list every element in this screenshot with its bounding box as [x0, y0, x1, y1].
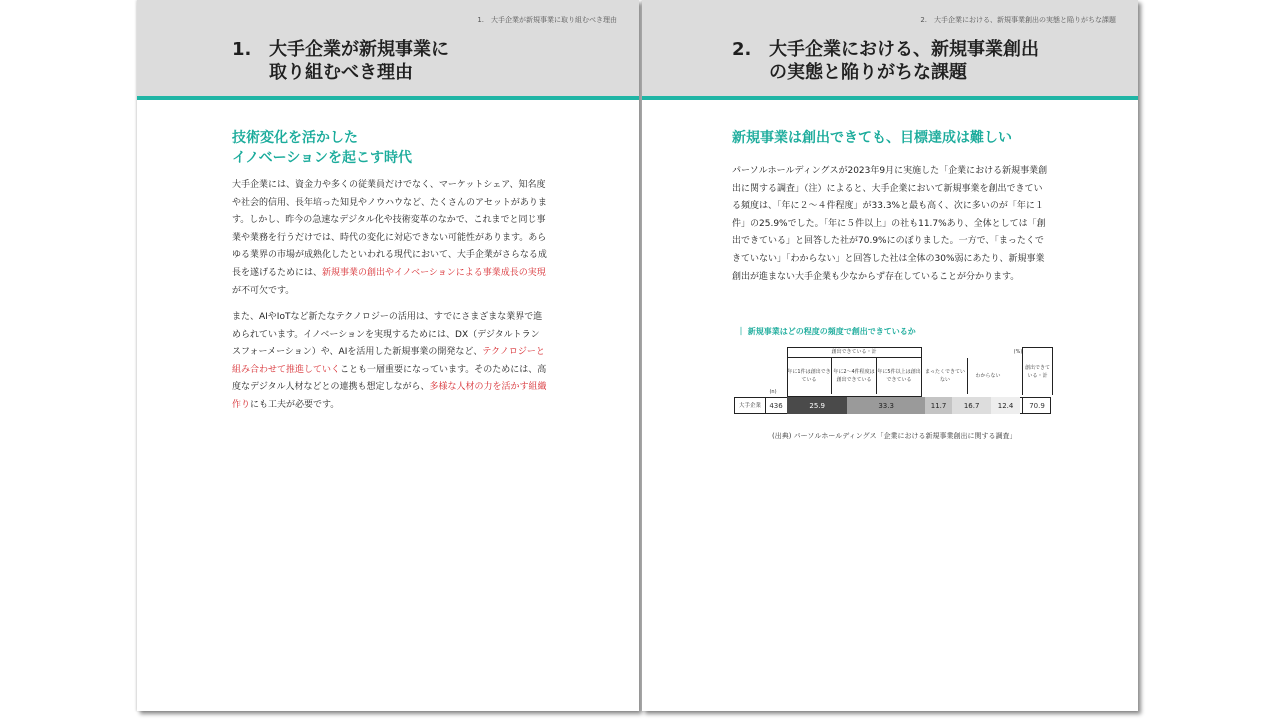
paragraph-text: にも工夫が必要です。: [250, 399, 340, 410]
bar-segment-value: 11.7: [925, 397, 952, 414]
section-heading: [232, 128, 412, 168]
chapter-title-line: 大手企業における、新規事業創出: [769, 39, 1039, 60]
paragraph-text: また、AIやIoTなど新たなテクノロジーの活用は、すでにさまざまな業界で進められています。イノベーションを実現するためには、DX（デジタルトランスフォーメーション）や、AIを活用した新規事業の開発など、: [232, 312, 543, 358]
left-page-header: [137, 0, 639, 100]
bar-segment-value: 12.4: [991, 397, 1020, 414]
chapter-title: [732, 38, 1039, 84]
percent-unit-label: (%): [1013, 349, 1023, 355]
body-paragraph: パーソルホールディングスが2023年9月に実施した「企業における新規事業創出に関する調査」（注）によると、大手企業において新規事業を創出できている頻度は、「年に２～４件程度」が33.3%と最も高く、次に多いのが「年に１件」の25.9%でした。「年に５件以上」の社も11.7%あり、全体としては「創出できている」と回答した社が70.9%にのぼりました。一方で、「まったくできていない」「わからない」と回答した社は全体の30%弱にあたり、新規事業創出が進まない大手企業も少なからず存在していることが分かります。: [732, 166, 1048, 282]
bar-segment-value: 16.7: [952, 397, 991, 414]
chapter-number: 1.: [232, 39, 252, 60]
body-paragraph: [232, 309, 547, 415]
chapter-number: 2.: [732, 39, 752, 60]
chapter-title-line: 大手企業が新規事業に: [269, 39, 449, 60]
n-unit-label: (n): [769, 389, 777, 395]
paragraph-text: 大手企業には、資金力や多くの従業員だけでなく、マーケットシェア、知名度や社会的信用、長年培った知見やノウハウなど、たくさんのアセットがあります。しかし、昨今の急速なデジタル化や技術変革のなかで、これまでと同じ事業や業務を行うだけでは、時代の変化に対応できない可能性があります。あらゆる業界の市場が成熟化したといわれる現代において、大手企業がさらなる成長を遂げるためには、: [232, 180, 547, 278]
emphasized-text: テクノロジーと組み合わせて推進していく: [232, 347, 545, 375]
chart-title: ｜ 新規事業はどの程度の頻度で創出できているか: [737, 327, 916, 336]
emphasized-text: 新規事業の創出やイノベーションによる事業成長の実現: [322, 267, 546, 278]
body-paragraph: [232, 177, 547, 300]
column-header: 年に2～4件程度は創出できている: [832, 358, 877, 394]
running-head: 2. 大手企業における、新規事業創出の実態と陥りがちな課題: [920, 16, 1116, 24]
paragraph-text: ことも一層重要になっています。そのためには、高度なデジタル人材などとの連携も想定しながら、: [232, 364, 547, 393]
section-heading-line: 技術変化を活かした: [232, 130, 358, 146]
chapter-title: [232, 38, 449, 84]
column-header: 年に5件以上は創出できている: [877, 369, 921, 383]
column-header: わからない: [975, 373, 1001, 379]
chapter-title-line: 取り組むべき理由: [269, 62, 413, 83]
right-page-header: [642, 0, 1138, 100]
section-heading: 新規事業は創出できても、目標達成は難しい: [732, 130, 1012, 146]
left-page: [137, 0, 639, 711]
paragraph-text: が不可欠です。: [232, 285, 295, 296]
group-header-label: 創出できている・計: [787, 347, 921, 358]
chart-caption: (出典) パーソルホールディングス「企業における新規事業創出に関する調査」: [772, 432, 1017, 440]
column-header: 年に1件は創出できている: [787, 358, 832, 394]
column-header: まったくできていない: [923, 358, 968, 394]
running-head: 1. 大手企業が新規事業に取り組むべき理由: [477, 16, 617, 24]
row-n-value: 436: [769, 401, 783, 410]
section-heading-line: イノベーションを起こす時代: [232, 150, 413, 166]
right-page: [642, 0, 1138, 711]
bar-segment-value: 25.9: [787, 397, 847, 414]
row-label: 大手企業: [735, 397, 766, 414]
row-total-value: 70.9: [1022, 397, 1051, 414]
emphasized-text: 多様な人材の力を活かす組織作り: [232, 382, 547, 410]
bar-segment-value: 33.3: [847, 397, 925, 414]
total-column-header: 創出できている・計: [1022, 347, 1053, 395]
chapter-title-line: の実態と陥りがちな課題: [769, 62, 967, 83]
